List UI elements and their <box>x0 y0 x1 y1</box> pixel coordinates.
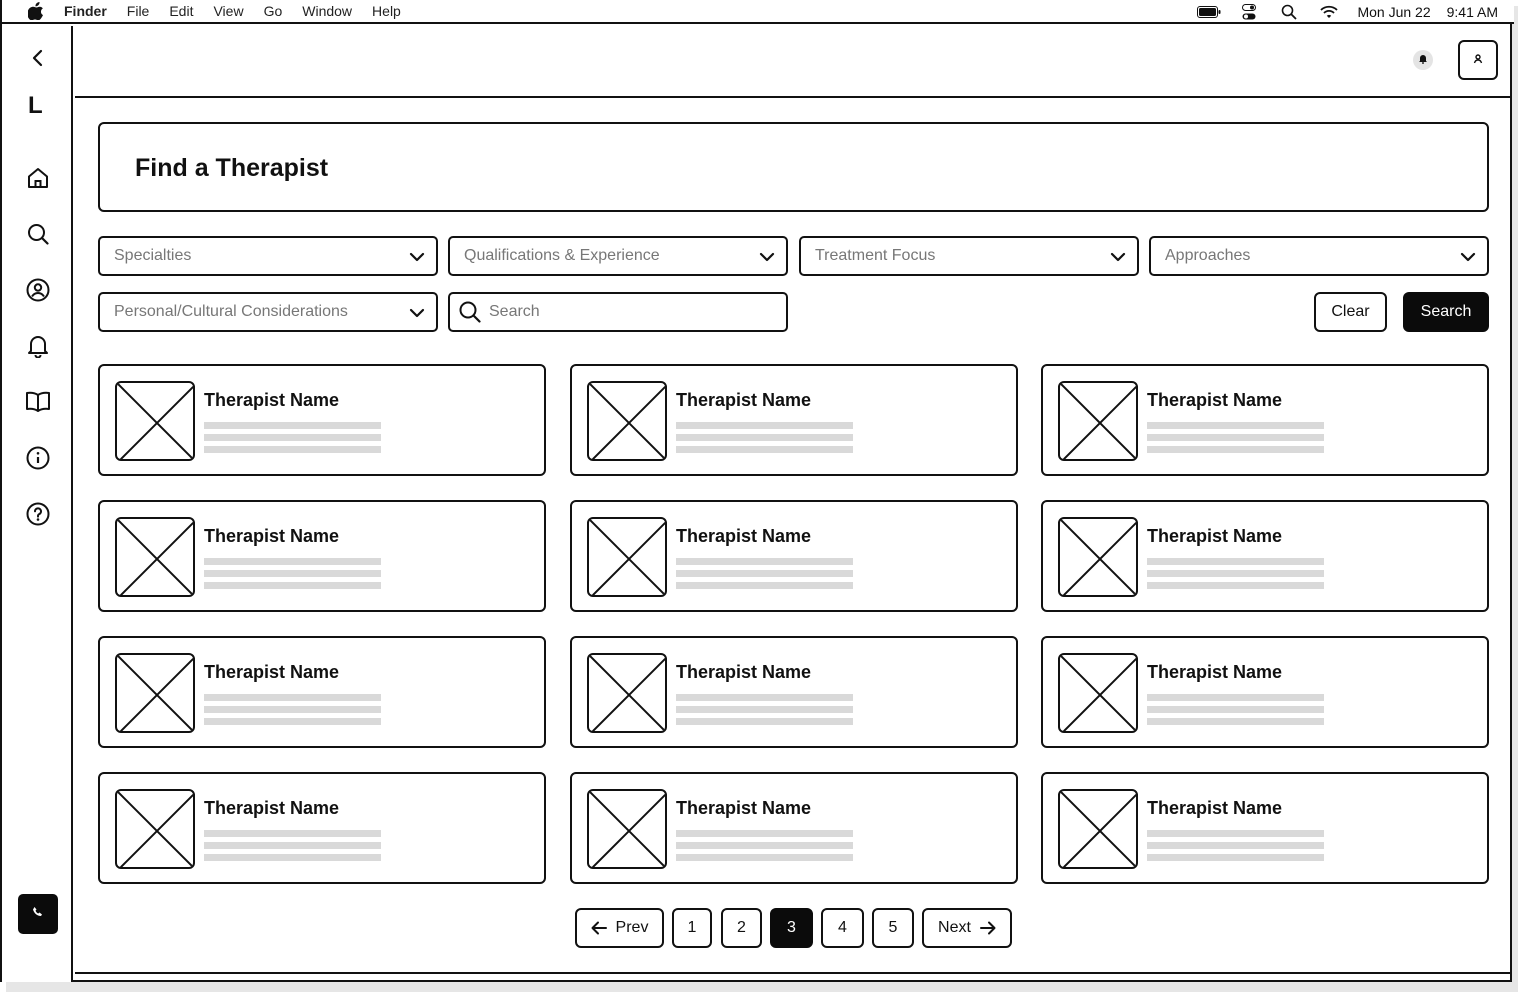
therapist-name: Therapist Name <box>1147 662 1283 682</box>
spotlight-search-icon[interactable] <box>1277 4 1301 20</box>
profile-icon <box>26 278 50 307</box>
therapist-name: Therapist Name <box>1147 390 1283 410</box>
page-title: Find a Therapist <box>135 154 329 182</box>
nav-search[interactable] <box>24 222 52 250</box>
image-placeholder-icon <box>587 789 667 869</box>
menu-bar-status <box>1197 0 1498 24</box>
therapist-card[interactable] <box>570 772 1018 884</box>
therapist-card[interactable] <box>98 500 546 612</box>
nav-home[interactable] <box>24 166 52 194</box>
text-placeholder-line <box>676 570 853 577</box>
next-label: Next <box>938 919 971 936</box>
image-placeholder-icon <box>115 789 195 869</box>
nav-notifications[interactable] <box>24 334 52 362</box>
qualifications-dropdown[interactable] <box>448 236 788 276</box>
text-placeholder-line <box>1147 706 1324 713</box>
text-placeholder-line <box>676 854 853 861</box>
page-button-2[interactable]: 2 <box>721 908 762 948</box>
approaches-dropdown[interactable] <box>1149 236 1489 276</box>
search-icon <box>27 223 49 250</box>
image-placeholder-icon <box>115 381 195 461</box>
image-placeholder-icon <box>1058 381 1138 461</box>
next-button[interactable] <box>922 908 1012 948</box>
arrow-right-icon <box>980 921 996 935</box>
text-placeholder-line <box>1147 434 1324 441</box>
nav-profile[interactable] <box>24 278 52 306</box>
therapist-name: Therapist Name <box>1147 526 1283 546</box>
image-placeholder-icon <box>1058 653 1138 733</box>
back-button[interactable] <box>24 46 52 74</box>
image-placeholder-icon <box>587 653 667 733</box>
battery-icon[interactable] <box>1197 4 1221 20</box>
text-placeholder-line <box>676 446 853 453</box>
text-placeholder-line <box>1147 694 1324 701</box>
menu-view[interactable]: View <box>213 3 244 19</box>
therapist-card[interactable] <box>570 500 1018 612</box>
text-placeholder-line <box>676 694 853 701</box>
therapist-name: Therapist Name <box>204 662 340 682</box>
chevron-down-icon <box>408 304 426 322</box>
text-placeholder-line <box>676 842 853 849</box>
therapist-card[interactable] <box>1041 500 1489 612</box>
text-placeholder-line <box>204 694 381 701</box>
therapist-name: Therapist Name <box>676 662 812 682</box>
text-placeholder-line <box>1147 446 1324 453</box>
arrow-left-icon <box>591 921 607 935</box>
apple-icon[interactable] <box>26 1 46 21</box>
therapist-name: Therapist Name <box>204 798 340 818</box>
text-placeholder-line <box>204 570 381 577</box>
text-placeholder-line <box>1147 830 1324 837</box>
menu-bar-date[interactable]: Mon Jun 22 <box>1357 4 1431 20</box>
app-logo[interactable]: L <box>28 92 43 119</box>
text-placeholder-line <box>204 706 381 713</box>
search-field[interactable] <box>448 292 788 332</box>
menu-bar-time[interactable]: 9:41 AM <box>1446 4 1498 20</box>
bell-icon <box>27 334 49 363</box>
user-icon <box>1473 51 1483 69</box>
qualifications-label: Qualifications & Experience <box>464 247 660 264</box>
prev-label: Prev <box>615 919 649 936</box>
info-icon <box>26 446 50 475</box>
text-placeholder-line <box>1147 570 1324 577</box>
search-input[interactable] <box>489 303 769 321</box>
text-placeholder-line <box>204 434 381 441</box>
search-icon <box>459 301 481 323</box>
text-placeholder-line <box>204 446 381 453</box>
personal-cultural-dropdown[interactable] <box>98 292 438 332</box>
text-placeholder-line <box>1147 582 1324 589</box>
therapist-card[interactable] <box>570 364 1018 476</box>
image-placeholder-icon <box>1058 517 1138 597</box>
nav-info[interactable] <box>24 446 52 474</box>
nav-help[interactable] <box>24 502 52 530</box>
chevron-down-icon <box>408 248 426 266</box>
image-placeholder-icon <box>587 517 667 597</box>
specialties-label: Specialties <box>114 247 192 264</box>
image-placeholder-icon <box>115 653 195 733</box>
therapist-card[interactable] <box>1041 364 1489 476</box>
text-placeholder-line <box>204 582 381 589</box>
therapist-name: Therapist Name <box>676 390 812 410</box>
wifi-icon[interactable] <box>1317 4 1341 20</box>
menu-bar <box>2 0 1514 24</box>
phone-icon <box>32 905 44 923</box>
text-placeholder-line <box>676 830 853 837</box>
chevron-down-icon <box>1459 248 1477 266</box>
text-placeholder-line <box>676 434 853 441</box>
bottom-divider <box>75 972 1512 974</box>
treatment-focus-label: Treatment Focus <box>815 247 936 264</box>
help-icon <box>26 502 50 531</box>
bell-icon <box>1418 51 1428 69</box>
page-button-1[interactable]: 1 <box>672 908 712 948</box>
text-placeholder-line <box>676 558 853 565</box>
personal-cultural-label: Personal/Cultural Considerations <box>114 303 348 320</box>
text-placeholder-line <box>1147 854 1324 861</box>
account-button[interactable] <box>1458 40 1498 80</box>
nav-resources[interactable] <box>24 390 52 418</box>
back-icon <box>31 49 45 72</box>
therapist-card[interactable] <box>98 636 546 748</box>
menu-help[interactable]: Help <box>372 3 401 19</box>
text-placeholder-line <box>204 830 381 837</box>
prev-button[interactable] <box>575 908 664 948</box>
therapist-name: Therapist Name <box>204 390 340 410</box>
text-placeholder-line <box>204 854 381 861</box>
menu-app-name[interactable]: Finder <box>64 3 107 19</box>
sidebar <box>2 26 73 982</box>
therapist-card[interactable] <box>570 636 1018 748</box>
therapist-name: Therapist Name <box>676 798 812 818</box>
call-button[interactable] <box>18 894 58 934</box>
approaches-label: Approaches <box>1165 247 1251 264</box>
therapist-card[interactable] <box>98 364 546 476</box>
chevron-down-icon <box>1109 248 1127 266</box>
text-placeholder-line <box>676 582 853 589</box>
text-placeholder-line <box>676 422 853 429</box>
control-center-icon[interactable] <box>1237 4 1261 20</box>
search-button[interactable]: Search <box>1403 292 1489 332</box>
menu-window[interactable]: Window <box>302 3 353 19</box>
home-icon <box>27 167 49 194</box>
menu-edit[interactable]: Edit <box>169 3 194 19</box>
chevron-down-icon <box>758 248 776 266</box>
therapist-card[interactable] <box>1041 636 1489 748</box>
specialties-dropdown[interactable] <box>98 236 438 276</box>
menu-go[interactable]: Go <box>263 3 283 19</box>
clear-button[interactable]: Clear <box>1314 292 1387 332</box>
therapist-name: Therapist Name <box>1147 798 1283 818</box>
text-placeholder-line <box>204 558 381 565</box>
top-bar <box>75 26 1512 98</box>
image-placeholder-icon <box>1058 789 1138 869</box>
therapist-name: Therapist Name <box>676 526 812 546</box>
text-placeholder-line <box>204 422 381 429</box>
image-placeholder-icon <box>587 381 667 461</box>
text-placeholder-line <box>1147 718 1324 725</box>
page-button-5[interactable]: 5 <box>872 908 914 948</box>
text-placeholder-line <box>1147 422 1324 429</box>
page-header <box>98 122 1489 212</box>
image-placeholder-icon <box>115 517 195 597</box>
text-placeholder-line <box>676 718 853 725</box>
therapist-card[interactable] <box>1041 772 1489 884</box>
text-placeholder-line <box>1147 558 1324 565</box>
menu-file[interactable]: File <box>126 3 150 19</box>
page-button-4[interactable]: 4 <box>821 908 864 948</box>
therapist-name: Therapist Name <box>204 526 340 546</box>
page-button-3[interactable]: 3 <box>770 908 813 948</box>
notifications-button[interactable] <box>1413 50 1433 70</box>
text-placeholder-line <box>676 706 853 713</box>
text-placeholder-line <box>204 842 381 849</box>
text-placeholder-line <box>1147 842 1324 849</box>
treatment-focus-dropdown[interactable] <box>799 236 1139 276</box>
therapist-card[interactable] <box>98 772 546 884</box>
text-placeholder-line <box>204 718 381 725</box>
book-icon <box>25 391 51 418</box>
